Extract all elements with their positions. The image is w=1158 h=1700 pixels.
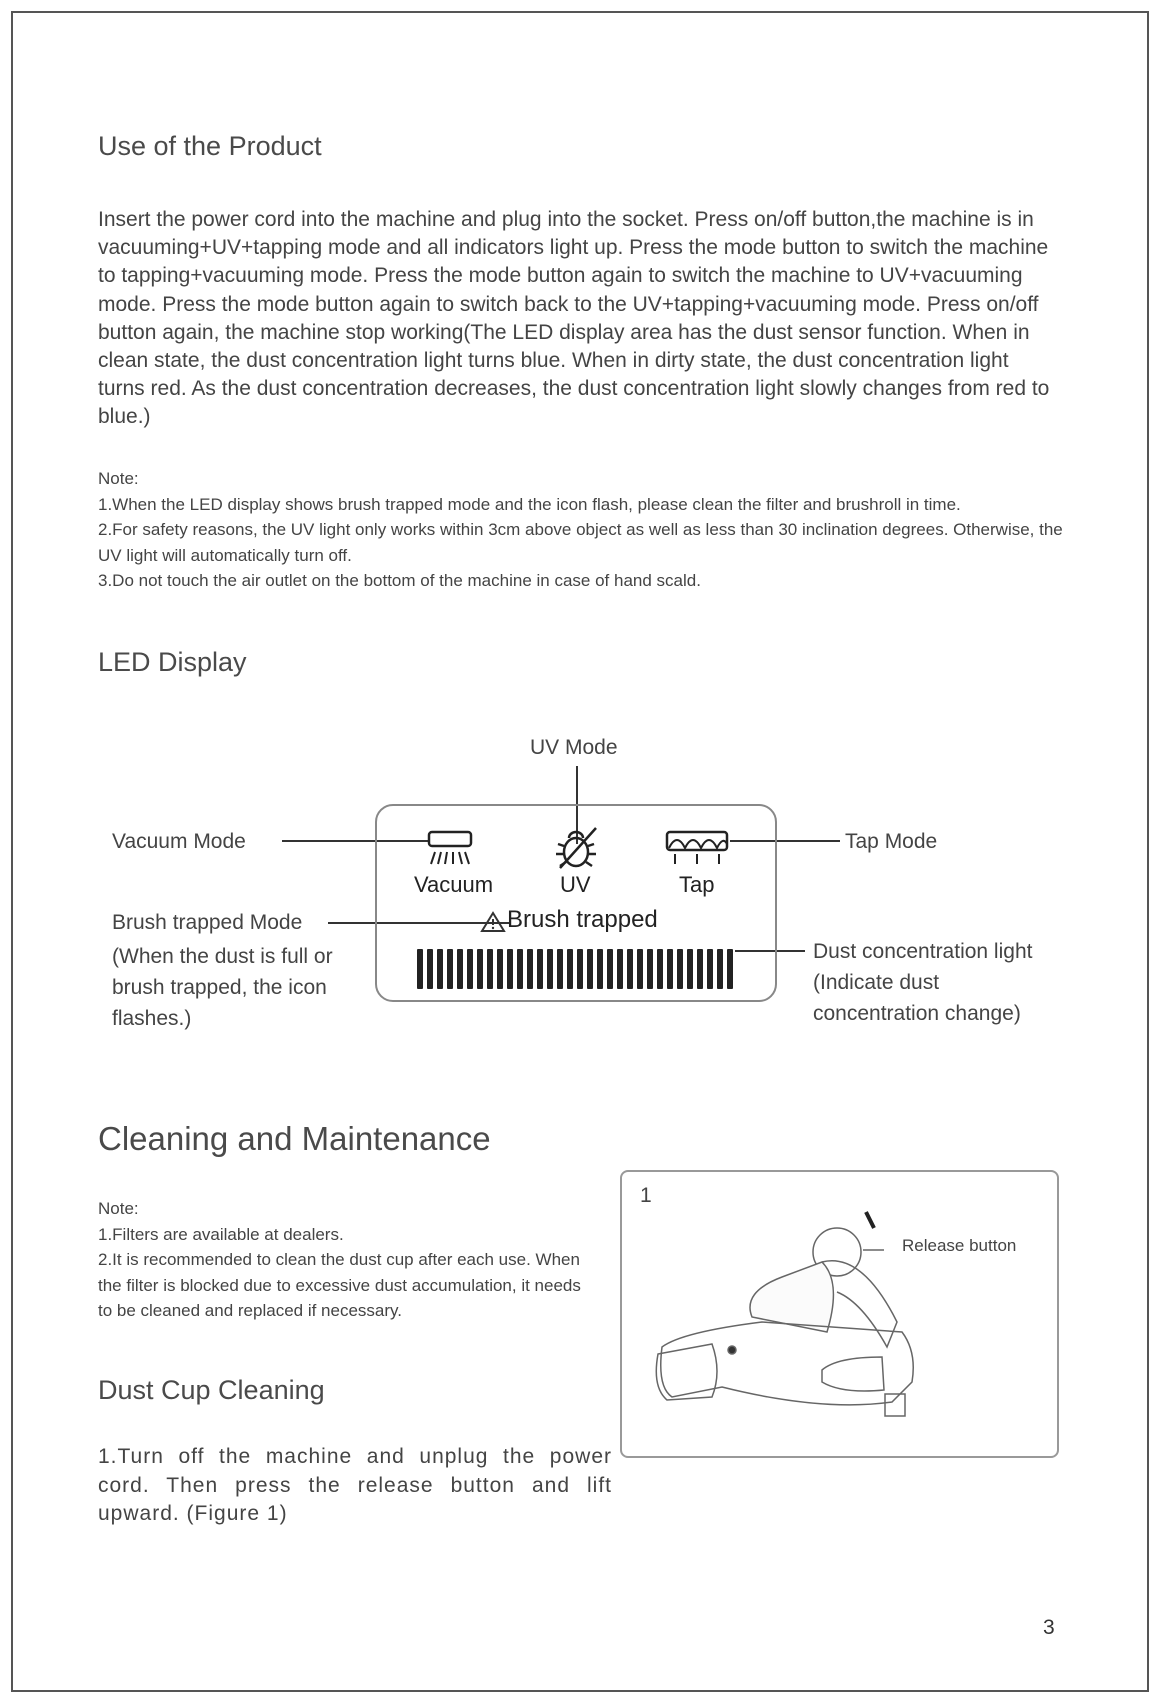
dust-level-bar xyxy=(637,949,643,989)
dust-level-bar xyxy=(697,949,703,989)
cleaning-notes xyxy=(98,1196,598,1324)
figure-1 xyxy=(620,1170,1059,1458)
subsection-title-dust-cup: Dust Cup Cleaning xyxy=(98,1375,325,1405)
dust-level-bar xyxy=(467,949,473,989)
usage-paragraph: Insert the power cord into the machine and plug into the socket. Press on/off button,the machine is in vacuuming+UV+tapping mode and all indicators light up. Press the mode button to switch the machine to tapping+vacuuming mode. Press the mode button again to switch the machine to UV+vacuuming mode. Press the mode button again to switch back to the UV+tapping+vacuuming mode. Press on/off button again, the machine stop working(The LED display area has the dust sensor function. When in clean state, the dust concentration light turns blue. When in dirty state, the dust concentration light turns red. As the dust concentration decreases, the dust concentration light slowly changes from red to blue.) xyxy=(98,208,1050,429)
dust-level-bar xyxy=(527,949,533,989)
dust-level-bar xyxy=(457,949,463,989)
dust-light-description: (Indicate dust concentration change) xyxy=(813,971,1021,1025)
vacuum-mode-label: Vacuum Mode xyxy=(112,830,246,853)
dust-light-label: Dust concentration light xyxy=(813,940,1033,963)
brush-mode-label: Brush trapped Mode xyxy=(112,911,303,934)
usage-notes xyxy=(98,466,1068,594)
dust-level-bar xyxy=(597,949,603,989)
dust-level-bar xyxy=(587,949,593,989)
section-title-cleaning: Cleaning and Maintenance xyxy=(98,1120,491,1157)
dust-level-bar xyxy=(537,949,543,989)
note-item: 1.Filters are available at dealers. xyxy=(98,1224,344,1244)
dust-level-bar xyxy=(447,949,453,989)
dust-level-bar xyxy=(647,949,653,989)
led-display-panel xyxy=(375,804,777,1002)
tap-icon xyxy=(665,830,731,866)
dust-level-bar xyxy=(667,949,673,989)
dust-level-bar xyxy=(617,949,623,989)
note-item: 2.For safety reasons, the UV light only works within 3cm above object as well as less than 30 inclination degrees. Otherwise, the UV light will automatically turn off. xyxy=(98,520,1063,565)
dust-level-bar xyxy=(707,949,713,989)
section-title-use: Use of the Product xyxy=(98,131,322,161)
uv-bug-icon xyxy=(552,824,602,870)
tap-mode-label: Tap Mode xyxy=(845,830,938,853)
brush-mode-description: (When the dust is full or brush trapped, the icon flashes.) xyxy=(112,945,333,1030)
dust-level-bar xyxy=(517,949,523,989)
section-title-led: LED Display xyxy=(98,647,247,677)
vacuum-icon xyxy=(427,830,475,866)
dust-level-bar xyxy=(497,949,503,989)
dust-level-bar xyxy=(427,949,433,989)
dust-level-bar xyxy=(547,949,553,989)
uv-mode-label: UV Mode xyxy=(530,736,618,759)
note-title: Note: xyxy=(98,1199,139,1218)
dust-level-bar xyxy=(727,949,733,989)
release-button-label: Release button xyxy=(902,1236,1017,1255)
dust-level-bar xyxy=(687,949,693,989)
dust-level-bar xyxy=(717,949,723,989)
brush-trapped-indicator-text: Brush trapped xyxy=(507,906,658,933)
figure-number: 1 xyxy=(640,1184,652,1207)
dust-level-bar xyxy=(577,949,583,989)
step-1-text: 1.Turn off the machine and unplug the power cord. Then press the release button and lift upward. (Figure 1) xyxy=(98,1445,612,1525)
vacuum-cleaner-illustration xyxy=(622,1172,1058,1457)
note-item: 1.When the LED display shows brush trapped mode and the icon flash, please clean the filter and brushroll in time. xyxy=(98,494,961,514)
note-item: 2.It is recommended to clean the dust cup after each use. When the filter is blocked due to excessive dust accumulation, it needs to be cleaned and replaced if necessary. xyxy=(98,1250,581,1320)
dust-level-bar xyxy=(487,949,493,989)
warning-icon xyxy=(480,911,506,933)
tap-indicator-text: Tap xyxy=(679,872,715,897)
dust-level-bar xyxy=(657,949,663,989)
dust-level-bar xyxy=(507,949,513,989)
page-number: 3 xyxy=(1043,1616,1055,1639)
dust-level-bar xyxy=(557,949,563,989)
dust-level-bar xyxy=(627,949,633,989)
note-item: 3.Do not touch the air outlet on the bottom of the machine in case of hand scald. xyxy=(98,571,701,590)
vacuum-indicator-text: Vacuum xyxy=(414,872,494,897)
dust-level-bar xyxy=(477,949,483,989)
dust-level-bar xyxy=(417,949,423,989)
dust-level-bar xyxy=(677,949,683,989)
note-title: Note: xyxy=(98,469,139,488)
dust-level-bar xyxy=(567,949,573,989)
dust-level-bar xyxy=(437,949,443,989)
dust-concentration-bars xyxy=(417,949,733,989)
uv-indicator-text: UV xyxy=(560,872,591,897)
dust-level-bar xyxy=(607,949,613,989)
